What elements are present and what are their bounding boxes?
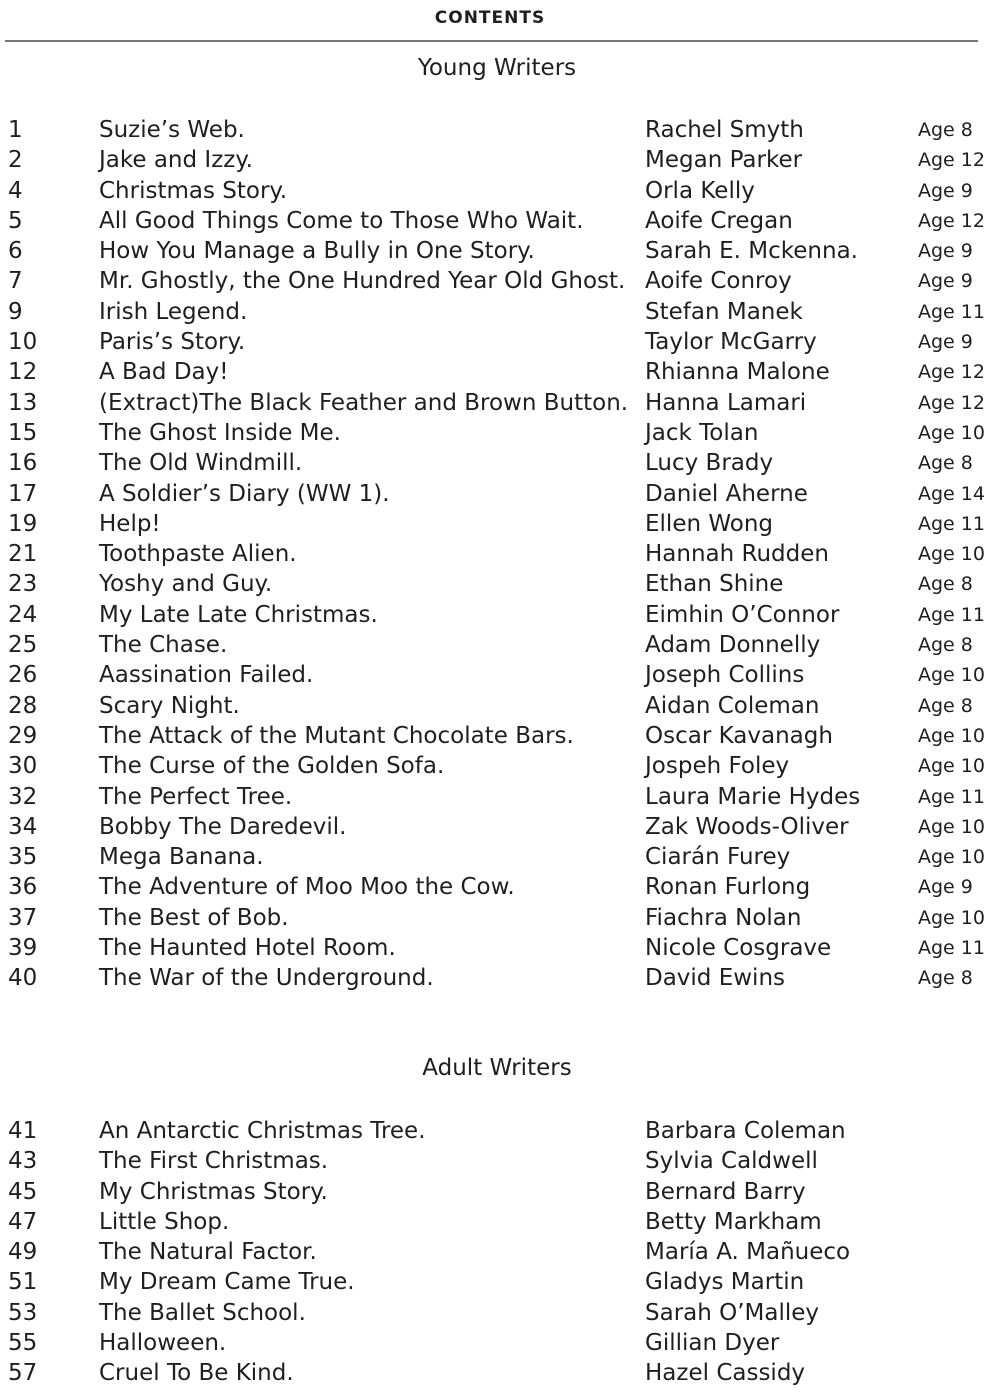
page-number: 1: [8, 117, 23, 143]
author-age: Age 12: [918, 391, 985, 414]
contents-entry: [0, 721, 1000, 751]
author-age: Age 9: [918, 179, 973, 202]
page-number: 51: [8, 1269, 38, 1296]
page-number: 30: [8, 753, 38, 780]
author-name: Sarah O’Malley: [645, 1299, 820, 1326]
page-number: 26: [8, 662, 38, 689]
story-title: Cruel To Be Kind.: [99, 1360, 294, 1387]
author-age: Age 12: [918, 361, 985, 384]
contents-entry: [0, 266, 1000, 296]
page-number: 12: [8, 359, 38, 386]
contents-entry: [0, 630, 1000, 660]
author-age: Age 10: [918, 846, 985, 869]
story-title: The Chase.: [99, 632, 228, 659]
contents-entry: [0, 751, 1000, 781]
author-name: Rhianna Malone: [645, 359, 830, 386]
story-title: All Good Things Come to Those Who Wait.: [99, 207, 584, 234]
story-title: The Perfect Tree.: [99, 783, 293, 810]
author-name: Aoife Cregan: [645, 207, 793, 234]
story-title: The Haunted Hotel Room.: [99, 935, 396, 962]
author-name: Sylvia Caldwell: [645, 1148, 818, 1175]
section-title-adult-writers: Adult Writers: [422, 1055, 572, 1081]
author-name: Jack Tolan: [645, 419, 759, 446]
author-name: Gladys Martin: [645, 1269, 805, 1296]
page-number: 21: [8, 541, 38, 568]
story-title: Paris’s Story.: [99, 329, 246, 356]
author-age: Age 10: [918, 724, 985, 747]
contents-entry: [0, 115, 1000, 145]
page-number: 25: [8, 632, 38, 659]
author-name: Hannah Rudden: [645, 541, 829, 568]
contents-entry: [0, 569, 1000, 599]
story-title: Mega Banana.: [99, 844, 264, 871]
contents-entry: [0, 1267, 1000, 1297]
contents-entry: [0, 842, 1000, 872]
contents-entry: [0, 1116, 1000, 1146]
page-number: 7: [8, 268, 23, 295]
contents-entry: [0, 357, 1000, 387]
author-name: Oscar Kavanagh: [645, 722, 833, 749]
author-name: Ethan Shine: [645, 571, 784, 598]
contents-entry: [0, 1207, 1000, 1237]
story-title: Jake and Izzy.: [99, 147, 253, 174]
contents-entry: [0, 660, 1000, 690]
page-number: 2: [8, 147, 23, 174]
contents-entry: [0, 1146, 1000, 1176]
story-title: Christmas Story.: [99, 177, 288, 204]
contents-entry: [0, 448, 1000, 478]
young-writers-list: [0, 115, 1000, 994]
page-number: 24: [8, 601, 38, 628]
page-number: 55: [8, 1330, 38, 1357]
author-age: Age 10: [918, 664, 985, 687]
author-name: Megan Parker: [645, 147, 803, 174]
story-title: Help!: [99, 510, 161, 537]
author-age: Age 8: [918, 694, 973, 717]
contents-entry: [0, 176, 1000, 206]
contents-entry: [0, 812, 1000, 842]
story-title: Little Shop.: [99, 1208, 230, 1235]
author-name: Zak Woods-Oliver: [645, 813, 849, 840]
page-number: 28: [8, 692, 38, 719]
page-number: 43: [8, 1148, 38, 1175]
author-age: Age 8: [918, 573, 973, 596]
story-title: Aassination Failed.: [99, 662, 314, 689]
contents-entry: [0, 236, 1000, 266]
author-name: Barbara Coleman: [645, 1118, 846, 1144]
author-age: Age 11: [918, 785, 985, 808]
story-title: Irish Legend.: [99, 298, 248, 325]
page-number: 29: [8, 722, 38, 749]
contents-entry: [0, 145, 1000, 175]
author-name: Aoife Conroy: [645, 268, 792, 295]
author-name: Hazel Cassidy: [645, 1360, 806, 1387]
author-name: María A. Mañueco: [645, 1239, 851, 1266]
story-title: A Soldier’s Diary (WW 1).: [99, 480, 390, 507]
adult-writers-list: [0, 1116, 1000, 1389]
author-name: Ciarán Furey: [645, 844, 791, 871]
story-title: The Curse of the Golden Sofa.: [99, 753, 445, 780]
author-age: Age 10: [918, 421, 985, 444]
story-title: (Extract)The Black Feather and Brown Button.: [99, 389, 629, 416]
contents-heading: CONTENTS: [434, 8, 546, 28]
author-name: Nicole Cosgrave: [645, 935, 832, 962]
author-age: Age 9: [918, 240, 973, 263]
story-title: The Best of Bob.: [99, 904, 289, 931]
story-title: Halloween.: [99, 1330, 227, 1357]
story-title: Suzie’s Web.: [99, 117, 245, 143]
story-title: The Attack of the Mutant Chocolate Bars.: [99, 722, 574, 749]
author-name: Eimhin O’Connor: [645, 601, 840, 628]
author-age: Age 9: [918, 270, 973, 293]
contents-entry: [0, 963, 1000, 993]
story-title: My Late Late Christmas.: [99, 601, 378, 628]
author-name: Laura Marie Hydes: [645, 783, 861, 810]
author-age: Age 10: [918, 755, 985, 778]
author-name: Sarah E. Mckenna.: [645, 238, 858, 265]
author-name: Hanna Lamari: [645, 389, 807, 416]
page-number: 36: [8, 874, 38, 901]
contents-entry: [0, 418, 1000, 448]
author-name: Betty Markham: [645, 1208, 822, 1235]
story-title: The Ballet School.: [99, 1299, 306, 1326]
author-age: Age 14: [918, 482, 985, 505]
author-name: Taylor McGarry: [645, 329, 817, 356]
story-title: The First Christmas.: [99, 1148, 329, 1175]
author-age: Age 8: [918, 634, 973, 657]
page-number: 37: [8, 904, 38, 931]
story-title: My Christmas Story.: [99, 1178, 328, 1205]
author-name: Aidan Coleman: [645, 692, 820, 719]
page-number: 49: [8, 1239, 38, 1266]
contents-entry: [0, 1298, 1000, 1328]
author-age: Age 12: [918, 149, 985, 172]
story-title: The War of the Underground.: [99, 965, 434, 992]
page-number: 13: [8, 389, 38, 416]
page-number: 15: [8, 419, 38, 446]
story-title: Scary Night.: [99, 692, 240, 719]
page-number: 17: [8, 480, 38, 507]
page-number: 40: [8, 965, 38, 992]
author-name: Ellen Wong: [645, 510, 773, 537]
story-title: Mr. Ghostly, the One Hundred Year Old Ghost.: [99, 268, 626, 295]
author-age: Age 10: [918, 815, 985, 838]
contents-entry: [0, 903, 1000, 933]
story-title: How You Manage a Bully in One Story.: [99, 238, 535, 265]
story-title: The Ghost Inside Me.: [99, 419, 341, 446]
author-age: Age 11: [918, 300, 985, 323]
author-name: Ronan Furlong: [645, 874, 811, 901]
author-name: Stefan Manek: [645, 298, 803, 325]
story-title: The Old Windmill.: [99, 450, 303, 477]
author-age: Age 10: [918, 543, 985, 566]
contents-entry: [0, 509, 1000, 539]
author-age: Age 10: [918, 906, 985, 929]
page-number: 34: [8, 813, 38, 840]
author-age: Age 11: [918, 937, 985, 960]
contents-entry: [0, 388, 1000, 418]
author-name: Daniel Aherne: [645, 480, 808, 507]
contents-entry: [0, 600, 1000, 630]
contents-entry: [0, 479, 1000, 509]
author-name: Rachel Smyth: [645, 117, 804, 143]
page-number: 39: [8, 935, 38, 962]
contents-entry: [0, 327, 1000, 357]
contents-entry: [0, 539, 1000, 569]
contents-entry: [0, 933, 1000, 963]
page-number: 41: [8, 1118, 38, 1144]
story-title: Bobby The Daredevil.: [99, 813, 347, 840]
page-number: 6: [8, 238, 23, 265]
page-number: 23: [8, 571, 38, 598]
story-title: A Bad Day!: [99, 359, 229, 386]
page-number: 57: [8, 1360, 38, 1387]
story-title: Toothpaste Alien.: [99, 541, 297, 568]
contents-entry: [0, 872, 1000, 902]
contents-entry: [0, 1358, 1000, 1388]
author-age: Age 9: [918, 331, 973, 354]
author-name: David Ewins: [645, 965, 786, 992]
contents-entry: [0, 782, 1000, 812]
author-name: Orla Kelly: [645, 177, 755, 204]
contents-entry: [0, 297, 1000, 327]
author-name: Fiachra Nolan: [645, 904, 802, 931]
contents-entry: [0, 1177, 1000, 1207]
story-title: The Natural Factor.: [99, 1239, 317, 1266]
page-number: 19: [8, 510, 38, 537]
author-age: Age 11: [918, 512, 985, 535]
page-number: 45: [8, 1178, 38, 1205]
section-title-young-writers: Young Writers: [417, 55, 577, 81]
page-number: 9: [8, 298, 23, 325]
page-number: 47: [8, 1208, 38, 1235]
author-age: Age 9: [918, 876, 973, 899]
author-age: Age 12: [918, 209, 985, 232]
contents-entry: [0, 1237, 1000, 1267]
author-name: Lucy Brady: [645, 450, 774, 477]
page-number: 35: [8, 844, 38, 871]
author-name: Jospeh Foley: [645, 753, 790, 780]
story-title: My Dream Came True.: [99, 1269, 355, 1296]
story-title: Yoshy and Guy.: [99, 571, 273, 598]
story-title: An Antarctic Christmas Tree.: [99, 1118, 426, 1144]
author-age: Age 8: [918, 967, 973, 990]
author-name: Joseph Collins: [645, 662, 805, 689]
page-number: 4: [8, 177, 23, 204]
page-number: 53: [8, 1299, 38, 1326]
author-age: Age 8: [918, 452, 973, 475]
page-number: 16: [8, 450, 38, 477]
author-age: Age 11: [918, 603, 985, 626]
heading-divider: [5, 40, 978, 42]
story-title: The Adventure of Moo Moo the Cow.: [99, 874, 515, 901]
author-age: Age 8: [918, 119, 973, 141]
page-number: 5: [8, 207, 23, 234]
page-number: 32: [8, 783, 38, 810]
author-name: Bernard Barry: [645, 1178, 806, 1205]
page-number: 10: [8, 329, 38, 356]
contents-entry: [0, 1328, 1000, 1358]
author-name: Adam Donnelly: [645, 632, 821, 659]
contents-entry: [0, 206, 1000, 236]
contents-entry: [0, 691, 1000, 721]
author-name: Gillian Dyer: [645, 1330, 780, 1357]
